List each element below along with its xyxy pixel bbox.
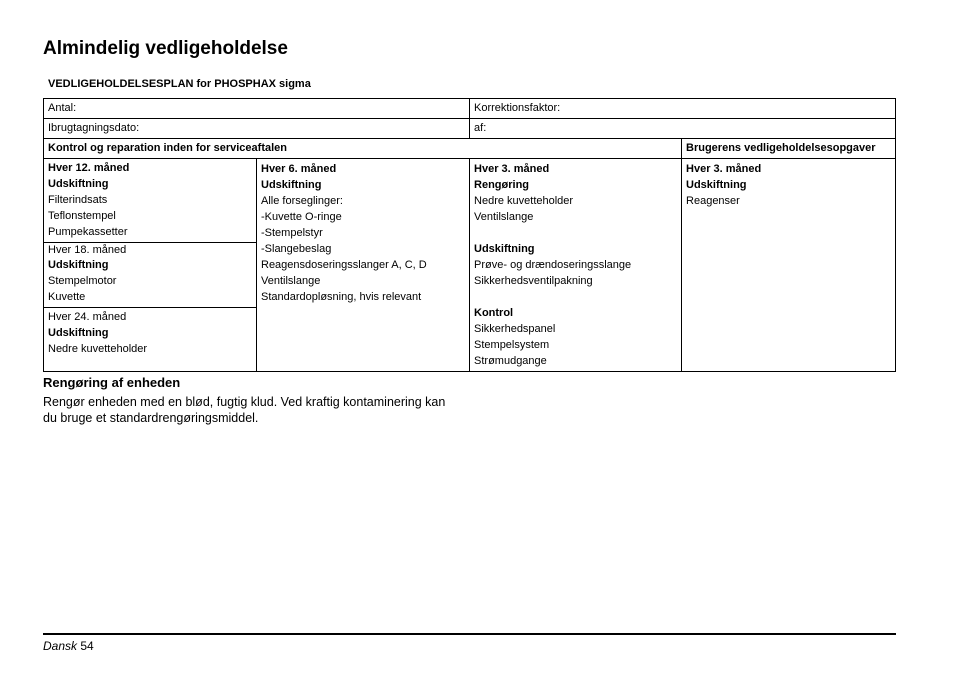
list-item: Ventilslange [261,275,321,287]
task-heading: Udskiftning [686,179,747,191]
cleaning-text-line: du bruge et standardrengøringsmiddel. [43,411,259,425]
list-item: Reagenser [686,195,740,207]
interval-label: Hver 18. måned [48,244,127,256]
table-row [44,159,896,372]
task-heading: Kontrol [474,307,514,319]
table-row [44,139,896,159]
interval-label: Hver 3. måned [474,163,550,175]
list-item: Teflonstempel [48,210,116,222]
table-row [44,99,896,119]
col-3-months-user [682,159,896,372]
list-item: Stempelsystem [474,339,550,351]
footer-divider [43,633,896,635]
page-title: Almindelig vedligeholdelse [43,38,288,59]
list-item: Sikkerhedspanel [474,323,556,335]
plan-title: VEDLIGEHOLDELSESPLAN for PHOSPHAX sigma [48,78,311,90]
list-item: Stempelmotor [48,275,117,287]
korrektionsfaktor-field: Korrektionsfaktor: [470,99,896,119]
list-item: Prøve- og drændoseringsslange [474,259,632,271]
list-item: Pumpekassetter [48,226,128,238]
footer-language: Dansk [43,639,78,653]
list-item: -Kuvette O-ringe [261,211,342,223]
list-item: Nedre kuvetteholder [474,195,574,207]
list-item: Standardopløsning, hvis relevant [261,291,422,303]
user-tasks-header: Brugerens vedligeholdelsesopgaver [682,139,896,159]
cleaning-section-title: Rengøring af enheden [43,375,181,390]
list-item: Strømudgange [474,355,547,367]
cleaning-text-line: Rengør enheden med en blød, fugtig klud. Ved kraftig kontaminering kan [43,395,446,409]
interval-label: Hver 6. måned [261,163,337,175]
list-item: Filterindsats [48,194,108,206]
col-6-months [257,159,470,372]
col-12-18-24-months [44,159,257,372]
task-heading: Udskiftning [261,179,322,191]
service-header: Kontrol og reparation inden for serviceaftalen [44,139,682,159]
antal-field: Antal: [44,99,470,119]
list-item: Ventilslange [474,211,534,223]
task-heading: Udskiftning [48,178,109,190]
list-item: Kuvette [48,291,86,303]
cleaning-section-text [43,394,463,426]
block-24-months [44,308,256,359]
block-18-months [44,243,256,308]
maintenance-plan-table [43,98,896,372]
af-field: af: [470,119,896,139]
interval-label: Hver 24. måned [48,311,127,323]
list-item: Alle forseglinger: [261,195,343,207]
task-heading: Udskiftning [48,327,109,339]
col-3-months-service [470,159,682,372]
page-number: 54 [80,639,94,653]
interval-label: Hver 3. måned [686,163,762,175]
list-item: Sikkerhedsventilpakning [474,275,593,287]
page-footer [43,639,94,653]
block-12-months [44,159,256,243]
task-heading: Udskiftning [474,243,535,255]
ibrugtagningsdato-field: Ibrugtagningsdato: [44,119,470,139]
task-heading: Rengøring [474,179,530,191]
list-item: Nedre kuvetteholder [48,343,148,355]
list-item: Reagensdoseringsslanger A, C, D [261,259,427,271]
task-heading: Udskiftning [48,259,109,271]
interval-label: Hver 12. måned [48,162,130,174]
table-row [44,119,896,139]
list-item: -Stempelstyr [261,227,323,239]
list-item: -Slangebeslag [261,243,332,255]
